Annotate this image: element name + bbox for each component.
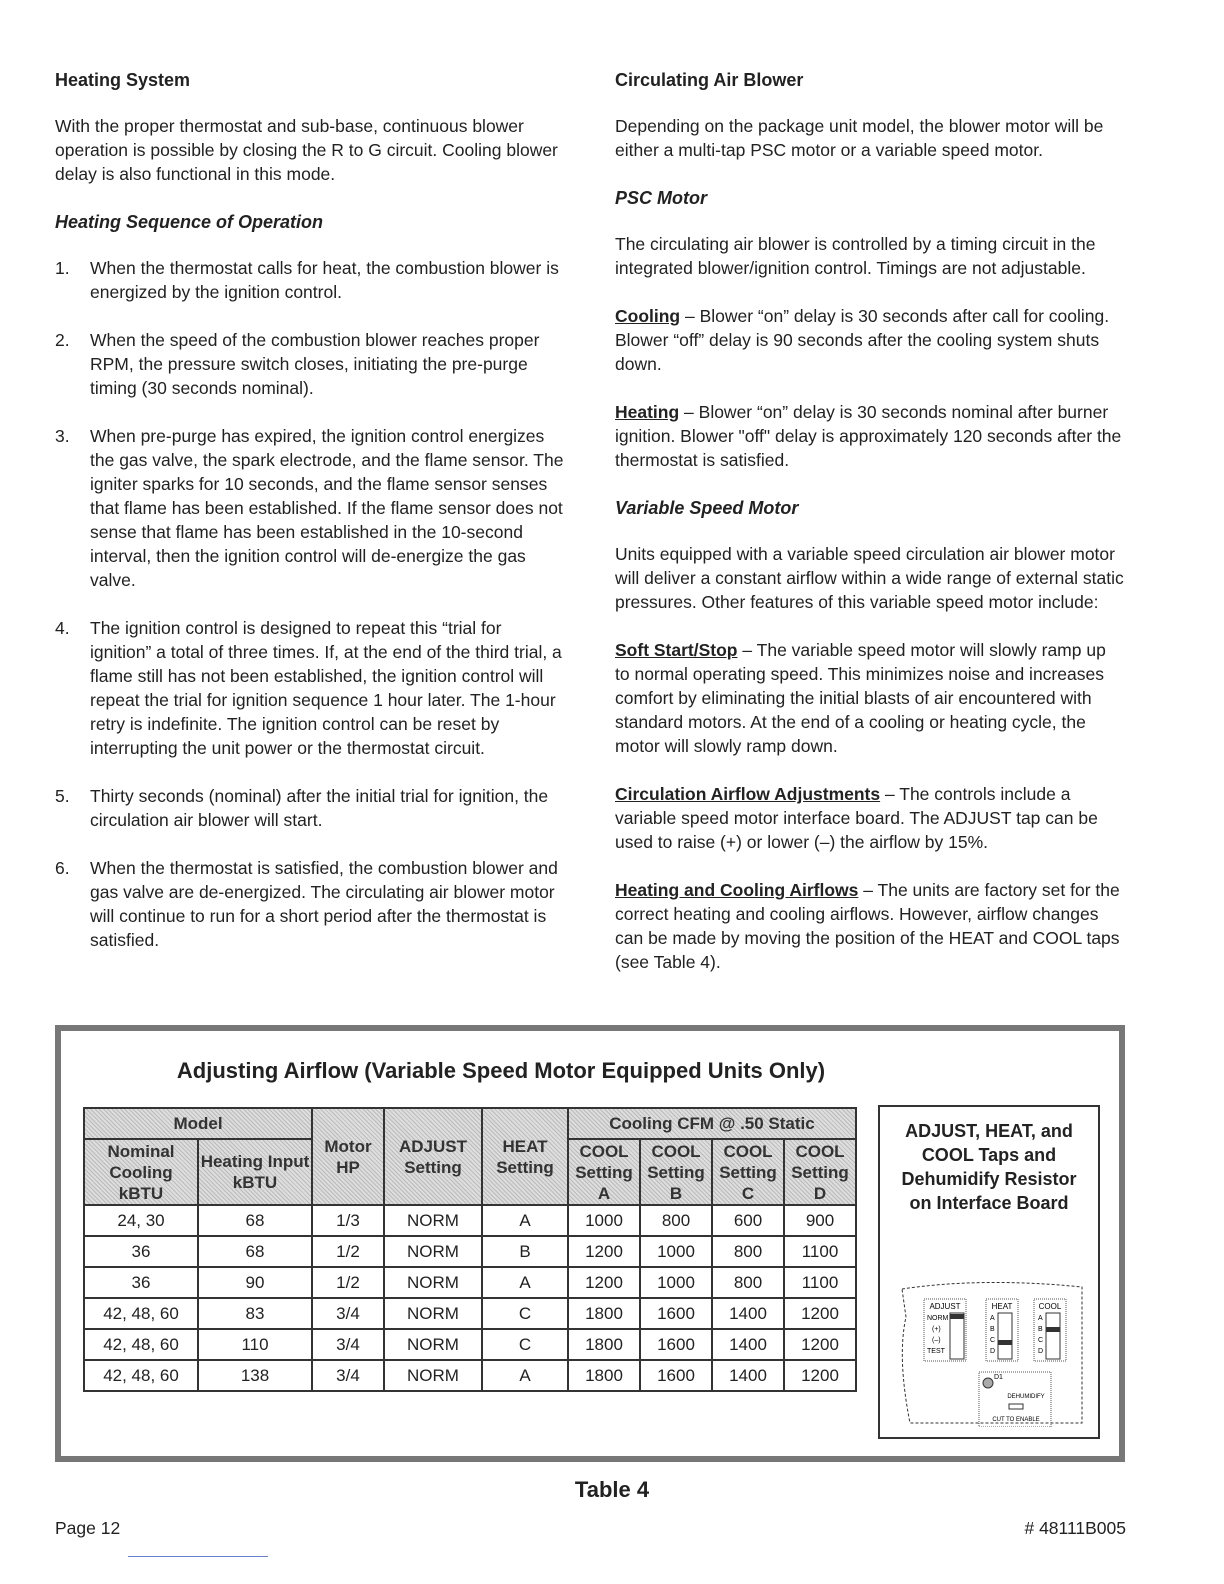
board-title: ADJUST, HEAT, and COOL Taps and Dehumidify Resistor on Interface Board <box>901 1121 1077 1213</box>
table-cell: 1400 <box>712 1360 784 1391</box>
table-cell: A <box>482 1205 568 1236</box>
paragraph <box>615 782 1125 854</box>
sequence-list <box>55 256 565 952</box>
table-cell: 3/4 <box>312 1329 384 1360</box>
text: – Blower “on” delay is 30 seconds nominal after burner ignition. Blower "off" delay is approximately 120 seconds after the thermostat is satisfied. <box>615 402 1122 470</box>
list-text: When pre-purge has expired, the ignition control energizes the gas valve, the spark electrode, and the flame sensor. The igniter sparks for 10 seconds, and the flame sensor senses that flame has been established. If the flame sensor does not sense that flame has been established in the 10-second interval, then the ignition control will de-energize the gas valve. <box>90 426 564 590</box>
table-title: Adjusting Airflow (Variable Speed Motor Equipped Units Only) <box>176 1058 826 1083</box>
term: Heating and Cooling Airflows <box>615 880 859 900</box>
table-cell: 1200 <box>784 1298 856 1329</box>
text: – Blower “on” delay is 30 seconds after call for cooling. Blower “off” delay is 90 seconds after the cooling system shuts down. <box>615 306 1110 374</box>
heating-system-section <box>55 68 565 976</box>
group-header-model: Model <box>84 1108 312 1139</box>
table-row <box>84 1267 856 1298</box>
table-cell: 1/2 <box>312 1236 384 1267</box>
table-cell: 1800 <box>568 1298 640 1329</box>
table-cell: 1600 <box>640 1298 712 1329</box>
column-header: Heating Input kBTU <box>198 1139 312 1205</box>
tap-label: NORM <box>927 1315 949 1322</box>
table-row <box>84 1205 856 1236</box>
table-row <box>84 1298 856 1329</box>
column-header: Nominal Cooling kBTU <box>84 1139 198 1205</box>
list-text: When the thermostat is satisfied, the combustion blower and gas valve are de-energized. The circulating air blower motor will continue to run for a short period after the thermostat is satisfied. <box>90 858 558 950</box>
table-cell: 3/4 <box>312 1360 384 1391</box>
term: Soft Start/Stop <box>615 640 738 660</box>
list-text: Thirty seconds (nominal) after the initial trial for ignition, the circulation air blower will start. <box>90 786 549 830</box>
list-number: 2. <box>55 330 70 350</box>
table-cell: 68 <box>198 1205 312 1236</box>
resistor-icon <box>1009 1404 1023 1409</box>
table-cell: C <box>482 1298 568 1329</box>
list-item <box>55 856 565 952</box>
jumper-b <box>1046 1327 1060 1332</box>
table-cell: NORM <box>384 1267 482 1298</box>
table-cell: 83 <box>198 1298 312 1329</box>
heading: Heating System <box>55 70 191 90</box>
paragraph <box>615 400 1125 472</box>
text: – The units are factory set for the correct heating and cooling airflows. However, airflow changes can be made by moving the position of the HEAT and COOL taps (see Table 4). <box>615 880 1120 972</box>
table-cell: 1600 <box>640 1360 712 1391</box>
cool-label: COOL <box>1038 1302 1062 1311</box>
subheading: Variable Speed Motor <box>615 498 799 518</box>
table-cell: NORM <box>384 1298 482 1329</box>
column-header: HEAT Setting <box>482 1108 568 1205</box>
tap-label: A <box>990 1315 995 1322</box>
heading: Circulating Air Blower <box>615 70 804 90</box>
subheading: PSC Motor <box>615 188 707 208</box>
table-cell: 1800 <box>568 1329 640 1360</box>
table-cell: 800 <box>712 1267 784 1298</box>
list-text: The ignition control is designed to repeat this “trial for ignition” a total of three times. If, at the end of the third trial, a flame still has not been established, the ignition control will repeat the trial for ignition sequence 1 hour later. The 1-hour retry is indefinite. The ignition control can be reset by interrupting the unit power or the thermostat circuit. <box>90 618 562 758</box>
header-group-row <box>84 1108 856 1139</box>
column-header: Motor HP <box>312 1108 384 1205</box>
column-header: COOL Setting B <box>640 1139 712 1205</box>
table-cell: 24, 30 <box>84 1205 198 1236</box>
airflow-table <box>83 1107 857 1392</box>
table-cell: 42, 48, 60 <box>84 1360 198 1391</box>
table-cell: C <box>482 1329 568 1360</box>
table-cell: 1000 <box>640 1267 712 1298</box>
list-item <box>55 256 565 304</box>
list-number: 1. <box>55 258 70 278</box>
board-drawing <box>882 1277 1092 1427</box>
table-cell: 900 <box>784 1205 856 1236</box>
table-cell: 1800 <box>568 1360 640 1391</box>
list-number: 6. <box>55 858 70 878</box>
heat-jumper <box>998 1313 1012 1359</box>
d1-label: D1 <box>994 1374 1003 1381</box>
table-cell: B <box>482 1236 568 1267</box>
table-cell: 36 <box>84 1236 198 1267</box>
list-item <box>55 784 565 832</box>
list-item <box>55 328 565 400</box>
tap-label: (–) <box>932 1337 941 1344</box>
list-item <box>55 424 565 592</box>
table-cell: 1000 <box>640 1236 712 1267</box>
jumper-c <box>998 1340 1012 1345</box>
table-cell: 1/2 <box>312 1267 384 1298</box>
jumper-norm <box>950 1314 964 1319</box>
tap-label: C <box>1038 1337 1044 1344</box>
tap-label: D <box>990 1348 996 1355</box>
paragraph <box>615 878 1125 974</box>
page-number: Page 12 <box>55 1518 121 1538</box>
paragraph: With the proper thermostat and sub-base, continuous blower operation is possible by closing the R to G circuit. Cooling blower delay is also functional in this mode. <box>55 116 558 184</box>
paragraph: The circulating air blower is controlled by a timing circuit in the integrated blower/ignition control. Timings are not adjustable. <box>615 234 1096 278</box>
table-cell: 1200 <box>784 1360 856 1391</box>
table-cell: 1400 <box>712 1329 784 1360</box>
list-text: When the speed of the combustion blower reaches proper RPM, the pressure switch closes, initiating the pre-purge timing (30 seconds nominal). <box>90 330 540 398</box>
adjust-jumper <box>950 1313 964 1359</box>
text: – The variable speed motor will slowly ramp up to normal operating speed. This minimizes noise and increases comfort by eliminating the initial blasts of air encountered with standard motors. At the end of a cooling or heating cycle, the motor will slowly ramp down. <box>615 640 1106 756</box>
table-cell: 3/4 <box>312 1298 384 1329</box>
term: Heating <box>615 402 680 422</box>
table-cell: 90 <box>198 1267 312 1298</box>
table-cell: 1200 <box>784 1329 856 1360</box>
table-cell: NORM <box>384 1329 482 1360</box>
subheading: Heating Sequence of Operation <box>55 212 324 232</box>
cut-label: CUT TO ENABLE <box>992 1417 1040 1423</box>
table-cell: 1100 <box>784 1236 856 1267</box>
cool-jumper <box>1046 1313 1060 1359</box>
table-cell: 800 <box>712 1236 784 1267</box>
list-number: 3. <box>55 426 70 446</box>
airflow-table-box <box>55 1025 1125 1462</box>
blower-section <box>615 68 1125 998</box>
term: Cooling <box>615 306 681 326</box>
term: Circulation Airflow Adjustments <box>615 784 881 804</box>
table-cell: 1600 <box>640 1329 712 1360</box>
table-cell: 110 <box>198 1329 312 1360</box>
table-cell: 68 <box>198 1236 312 1267</box>
table-cell: NORM <box>384 1360 482 1391</box>
dehumidify-label: DEHUMIDIFY <box>1007 1394 1045 1400</box>
list-item <box>55 616 565 760</box>
table-cell: 1100 <box>784 1267 856 1298</box>
table-caption: Table 4 <box>574 1477 650 1502</box>
adjust-label: ADJUST <box>929 1302 961 1311</box>
table-cell: 42, 48, 60 <box>84 1298 198 1329</box>
table-row <box>84 1236 856 1267</box>
tap-label: B <box>990 1326 995 1333</box>
paragraph: Depending on the package unit model, the blower motor will be either a multi-tap PSC motor or a variable speed motor. <box>615 116 1104 160</box>
tap-label: TEST <box>927 1348 945 1355</box>
table-cell: 1200 <box>568 1236 640 1267</box>
table-cell: A <box>482 1267 568 1298</box>
column-header: ADJUST Setting <box>384 1108 482 1205</box>
list-number: 4. <box>55 618 70 638</box>
paragraph <box>615 304 1125 376</box>
table-cell: 600 <box>712 1205 784 1236</box>
list-text: When the thermostat calls for heat, the combustion blower is energized by the ignition control. <box>90 258 559 302</box>
table-cell: 36 <box>84 1267 198 1298</box>
paragraph: Units equipped with a variable speed circulation air blower motor will deliver a constant airflow within a wide range of external static pressures. Other features of this variable speed motor include: <box>615 544 1124 612</box>
tap-label: B <box>1038 1326 1043 1333</box>
group-header-cooling: Cooling CFM @ .50 Static <box>568 1108 856 1139</box>
table-cell: 42, 48, 60 <box>84 1329 198 1360</box>
table-cell: 138 <box>198 1360 312 1391</box>
divider <box>128 1556 268 1557</box>
tap-label: D <box>1038 1348 1044 1355</box>
table-cell: 800 <box>640 1205 712 1236</box>
tap-label: C <box>990 1337 996 1344</box>
tap-label: A <box>1038 1315 1043 1322</box>
text: – The controls include a variable speed motor interface board. The ADJUST tap can be used to raise (+) or lower (–) the airflow by 15%. <box>615 784 1098 852</box>
heat-label: HEAT <box>991 1302 1013 1311</box>
table-cell: A <box>482 1360 568 1391</box>
column-header: COOL Setting A <box>568 1139 640 1205</box>
table-cell: 1400 <box>712 1298 784 1329</box>
document-number: # 48111B005 <box>1024 1518 1126 1538</box>
table-row <box>84 1360 856 1391</box>
tap-label: (+) <box>932 1326 941 1333</box>
paragraph <box>615 638 1125 758</box>
table-cell: 1200 <box>568 1267 640 1298</box>
column-header: COOL Setting C <box>712 1139 784 1205</box>
table-cell: 1/3 <box>312 1205 384 1236</box>
led-d1-icon <box>983 1378 993 1388</box>
list-number: 5. <box>55 786 70 806</box>
table-cell: NORM <box>384 1205 482 1236</box>
table-cell: 1000 <box>568 1205 640 1236</box>
table-cell: NORM <box>384 1236 482 1267</box>
column-header: COOL Setting D <box>784 1139 856 1205</box>
table-row <box>84 1329 856 1360</box>
interface-board-diagram <box>878 1105 1100 1439</box>
